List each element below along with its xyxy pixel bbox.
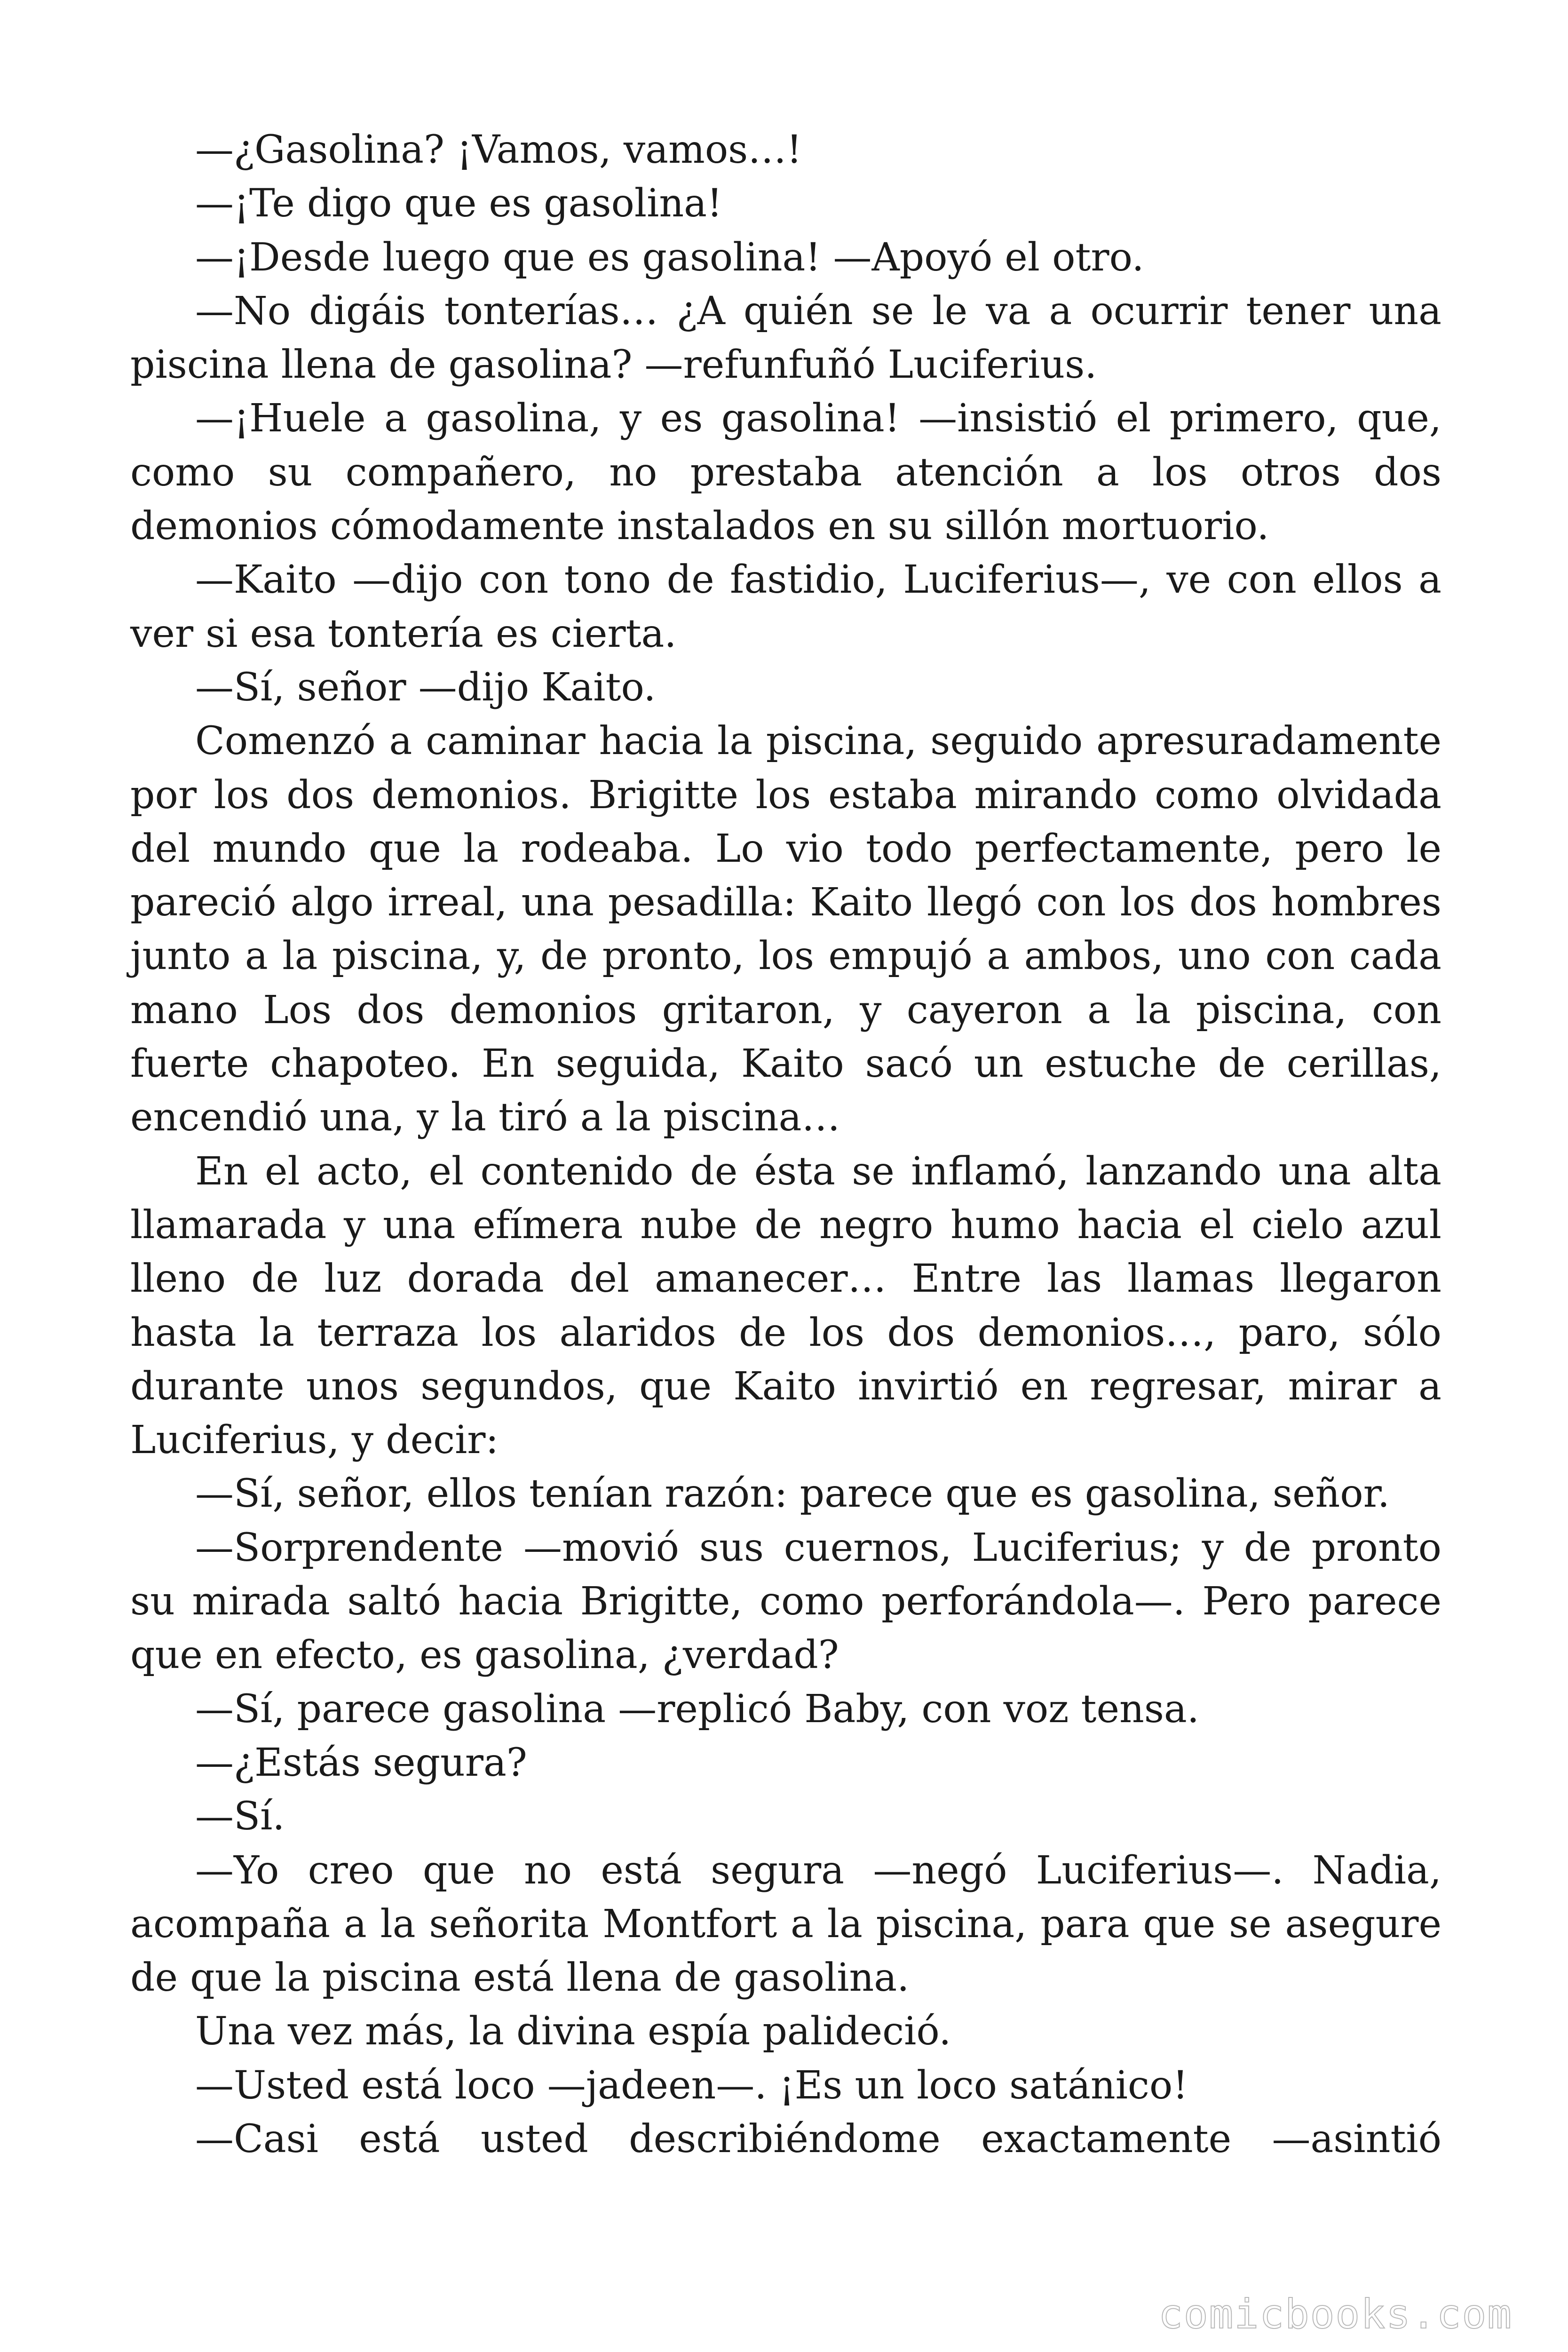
paragraph: —Sí, parece gasolina —replicó Baby, con voz tensa.	[195, 1686, 1199, 1732]
paragraph: —¡Desde luego que es gasolina! —Apoyó el otro.	[195, 235, 1144, 280]
paragraph: Una vez más, la divina espía palideció.	[195, 2009, 951, 2054]
paragraph: —Sí.	[195, 1794, 285, 1839]
paragraph: —¿Estás segura?	[195, 1740, 527, 1785]
paragraph: Comenzó a caminar hacia la piscina, seguido apresuradamente por los dos demonios. Brigitte los estaba mirando como olvidada del mundo que la rodeaba. Lo vio todo perfectamente, pero le pareció algo irreal, una pesadilla: Kaito llegó con los dos hombres junto a la piscina, y, de pronto, los empujó a ambos, uno con cada mano Los dos demonios gritaron, y cayeron a la piscina, con fuerte chapoteo. En seguida, Kaito sacó un estuche de cerillas, encendió una, y la tiró a la piscina…	[130, 719, 1441, 1140]
paragraph: —Casi está usted describiéndome exactamente —asintió	[195, 2116, 1441, 2161]
paragraph: —Sí, señor —dijo Kaito.	[195, 665, 656, 710]
paragraph: —Kaito —dijo con tono de fastidio, Luciferius—, ve con ellos a ver si esa tontería es cierta.	[130, 557, 1441, 656]
paragraph: —Sí, señor, ellos tenían razón: parece que es gasolina, señor.	[195, 1471, 1390, 1517]
paragraph: —Yo creo que no está segura —negó Luciferius—. Nadia, acompaña a la señorita Montfort a la piscina, para que se asegure de que la piscina está llena de gasolina.	[130, 1848, 1441, 2001]
paragraph: En el acto, el contenido de ésta se inflamó, lanzando una alta llamarada y una efímera nube de negro humo hacia el cielo azul lleno de luz dorada del amanecer… Entre las llamas llegaron hasta la terraza los alaridos de los dos demonios…, paro, sólo durante unos segundos, que Kaito invirtió en regresar, mirar a Luciferius, y decir:	[130, 1149, 1441, 1463]
paragraph: —¿Gasolina? ¡Vamos, vamos…!	[195, 127, 802, 172]
paragraph: —Sorprendente —movió sus cuernos, Luciferius; y de pronto su mirada saltó hacia Brigitte, como perforándola—. Pero parece que en efecto, es gasolina, ¿verdad?	[130, 1525, 1441, 1678]
paragraph: —¡Huele a gasolina, y es gasolina! —insistió el primero, que, como su compañero, no prestaba atención a los otros dos demonios cómodamente instalados en su sillón mortuorio.	[130, 396, 1441, 549]
paragraph: —¡Te digo que es gasolina!	[195, 181, 723, 226]
paragraph: —Usted está loco —jadeen—. ¡Es un loco satánico!	[195, 2063, 1188, 2108]
watermark: comicbooks.com	[1158, 2291, 1513, 2338]
body-text	[130, 123, 1441, 2166]
paragraph: —No digáis tonterías… ¿A quién se le va a ocurrir tener una piscina llena de gasolina? —refunfuñó Luciferius.	[130, 288, 1441, 388]
